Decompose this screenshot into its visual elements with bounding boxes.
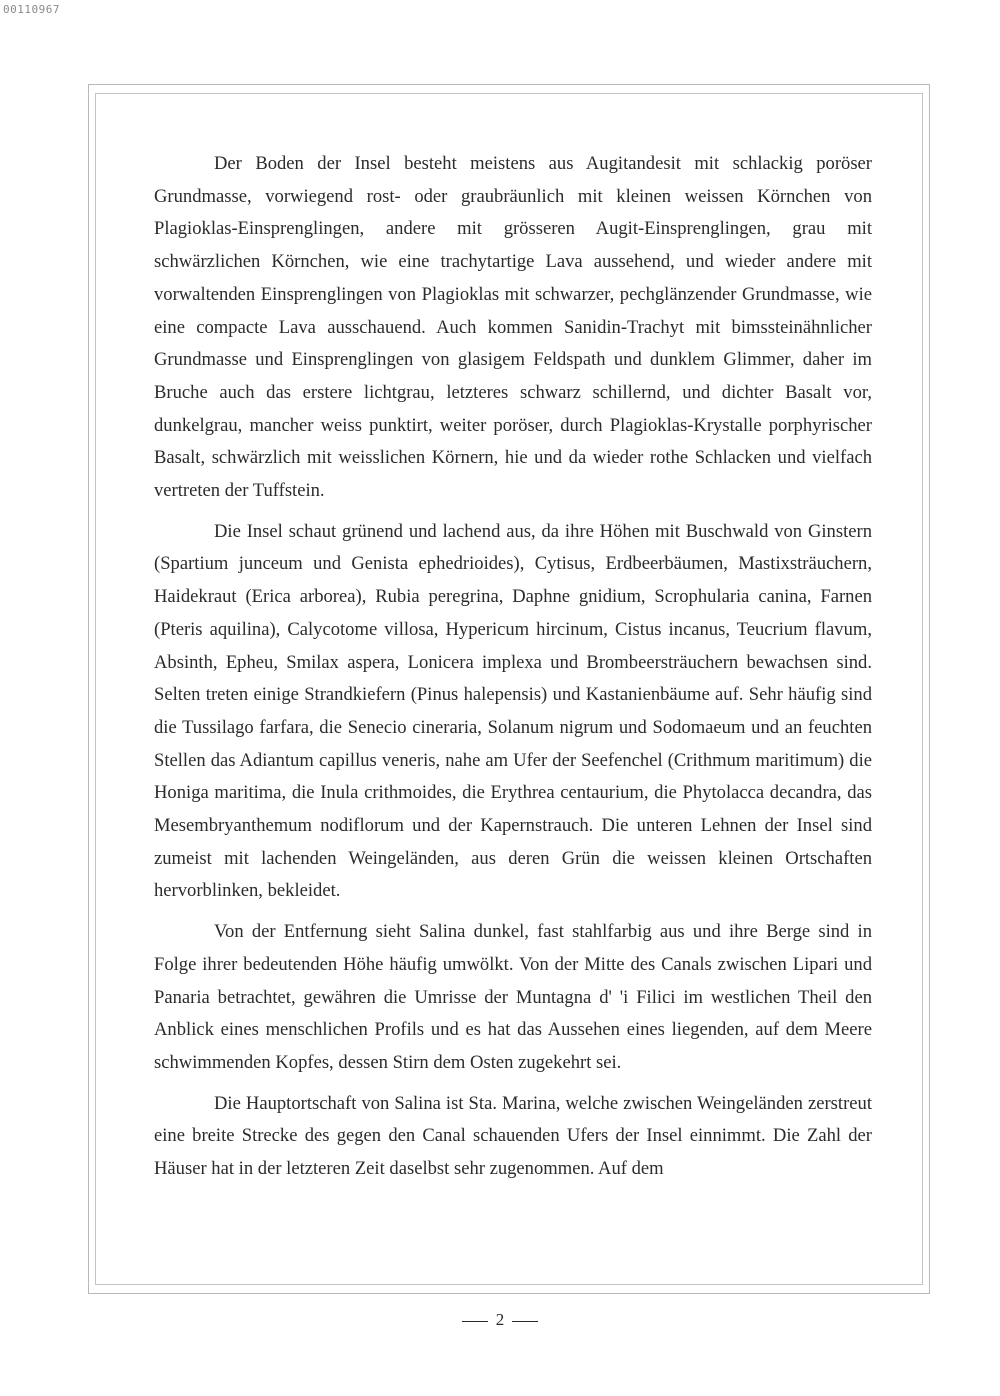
scan-id: 00110967 xyxy=(3,3,60,16)
page-number-footer xyxy=(0,1310,1000,1330)
paragraph-1: Der Boden der Insel besteht meistens aus Augitandesit mit schlackig poröser Grundmasse, vorwiegend rost- oder graubräunlich mit kleinen weissen Körnchen von Plagioklas-Einsprenglingen, andere mit grösseren Augit-Einsprenglingen, grau mit schwärzlichen Körnchen, wie eine trachytartige Lava aussehend, und wieder andere mit vorwaltenden Einsprenglingen von Plagioklas mit schwarzer, pechglänzender Grundmasse, wie eine compacte Lava ausschauend. Auch kommen Sanidin-Trachyt mit bimssteinähnlicher Grundmasse und Einsprenglingen von glasigem Feldspath und dunklem Glimmer, daher im Bruche auch das erstere lichtgrau, letzteres schwarz schillernd, und dichter Basalt vor, dunkelgrau, mancher weiss punktirt, weiter poröser, durch Plagioklas-Krystalle porphyrischer Basalt, schwärzlich mit weisslichen Körnern, hie und da wieder rothe Schlacken und vielfach vertreten der Tuffstein. xyxy=(154,153,872,502)
page-number-dash-right xyxy=(512,1321,538,1322)
page-number: 2 xyxy=(495,1310,505,1329)
paragraph-4: Die Hauptortschaft von Salina ist Sta. Marina, welche zwischen Weingeländen zerstreut eine breite Strecke des gegen den Canal schauenden Ufers der Insel einnimmt. Die Zahl der Häuser hat in der letzteren Zeit daselbst sehr zugenommen. Auf dem xyxy=(154,1092,872,1180)
body-text xyxy=(154,148,872,1194)
paragraph-3: Von der Entfernung sieht Salina dunkel, fast stahlfarbig aus und ihre Berge sind in Folge ihrer bedeutenden Höhe häufig umwölkt. Von der Mitte des Canals zwischen Lipari und Panaria betrachtet, gewähren die Umrisse der Muntagna d' 'i Filici im westlichen Theil den Anblick eines menschlichen Profils und es hat das Aussehen eines liegenden, auf dem Meere schwimmenden Kopfes, dessen Stirn dem Osten zugekehrt sei. xyxy=(154,921,872,1073)
page-number-dash-left xyxy=(462,1321,488,1322)
paragraph-2: Die Insel schaut grünend und lachend aus, da ihre Höhen mit Buschwald von Ginstern (Spartium junceum und Genista ephedrioides), Cytisus, Erdbeerbäumen, Mastixsträuchern, Haidekraut (Erica arborea), Rubia peregrina, Daphne gnidium, Scrophularia canina, Farnen (Pteris aquilina), Calycotome villosa, Hypericum hircinum, Cistus incanus, Teucrium flavum, Absinth, Epheu, Smilax aspera, Lonicera implexa und Brombeersträuchern bewachsen sind. Selten treten einige Strandkiefern (Pinus halepensis) und Kastanienbäume auf. Sehr häufig sind die Tussilago farfara, die Senecio cineraria, Solanum nigrum und Sodomaeum und an feuchten Stellen das Adiantum capillus veneris, nahe am Ufer der Seefenchel (Crithmum maritimum) die Honiga maritima, die Inula crithmoides, die Erythrea centaurium, die Phytolacca decandra, das Mesembryanthemum nodiflorum und der Kapernstrauch. Die unteren Lehnen der Insel sind zumeist mit lachenden Weingeländen, aus deren Grün die weissen kleinen Ortschaften hervorblinken, bekleidet. xyxy=(154,520,872,902)
